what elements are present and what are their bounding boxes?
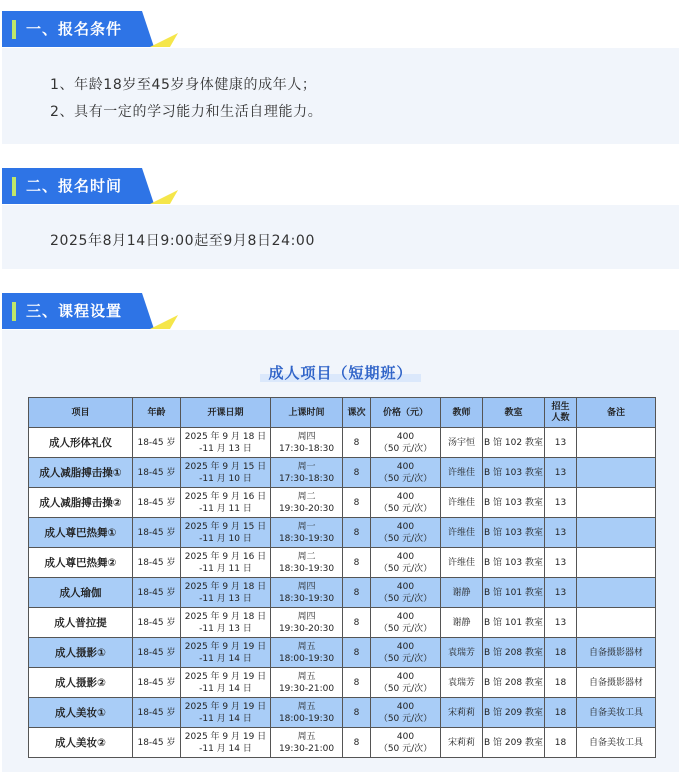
price-cell-text: （50 元/次） [378, 593, 433, 604]
quota-cell [545, 548, 577, 578]
start-date-cell-text: 2025 年 9 月 16 日 [184, 551, 267, 562]
classroom-cell [483, 428, 545, 458]
classroom-cell [483, 728, 545, 758]
class-time-cell [271, 548, 343, 578]
start-date-cell-text: 2025 年 9 月 19 日 [184, 671, 267, 682]
start-date-cell-text: 2025 年 9 月 19 日 [184, 731, 267, 742]
note-cell-text: 自备摄影器材 [588, 677, 643, 688]
quota-cell [545, 488, 577, 518]
age-cell [133, 518, 181, 548]
classroom-cell [483, 458, 545, 488]
price-cell-text: （50 元/次） [378, 563, 433, 574]
note-cell-text: 自备美妆工具 [588, 707, 643, 718]
course-name-cell [29, 458, 133, 488]
class-time-cell-text: 19:30-20:30 [278, 623, 335, 634]
price-cell-text: 400 [396, 491, 415, 502]
price-cell-text: 400 [396, 581, 415, 592]
start-date-cell-text: -11 月 11 日 [199, 563, 252, 574]
price-cell [371, 728, 441, 758]
header-triangle [150, 33, 178, 47]
course-name-cell [29, 548, 133, 578]
class-time-cell-text: 周五 [297, 731, 316, 742]
course-name-cell-text: 成人美妆① [55, 706, 106, 719]
classroom-cell [483, 608, 545, 638]
sessions-cell [343, 698, 371, 728]
start-date-cell [181, 488, 271, 518]
teacher-cell-text: 袁瑞芳 [447, 647, 475, 658]
course-name-cell [29, 638, 133, 668]
course-name-cell-text: 成人摄影① [55, 646, 106, 659]
classroom-cell-text: B 馆 209 教室 [484, 737, 543, 748]
sessions-cell-text: 8 [353, 677, 360, 688]
start-date-cell-text: 2025 年 9 月 18 日 [184, 431, 267, 442]
course-name-cell [29, 608, 133, 638]
table-row [29, 458, 656, 488]
teacher-cell-text: 宋莉莉 [447, 737, 475, 748]
quota-cell [545, 698, 577, 728]
sessions-cell-text: 8 [353, 617, 360, 628]
course-name-cell [29, 488, 133, 518]
teacher-cell [441, 608, 483, 638]
start-date-cell-text: 2025 年 9 月 19 日 [184, 701, 267, 712]
price-cell [371, 608, 441, 638]
teacher-cell-text: 宋莉莉 [447, 707, 475, 718]
class-time-cell-text: 18:30-19:30 [278, 593, 335, 604]
sessions-cell-text: 8 [353, 737, 360, 748]
table-title: 成人项目（短期班） [260, 364, 420, 382]
course-name-cell [29, 698, 133, 728]
class-time-cell-text: 18:30-19:30 [278, 533, 335, 544]
class-time-cell [271, 458, 343, 488]
price-cell-text: 400 [396, 431, 415, 442]
table-row [29, 668, 656, 698]
column-header: 项目 [29, 398, 133, 428]
section-header [2, 293, 178, 329]
sessions-cell [343, 668, 371, 698]
price-cell [371, 518, 441, 548]
start-date-cell [181, 428, 271, 458]
class-time-cell-text: 17:30-18:30 [278, 443, 335, 454]
course-name-cell-text: 成人形体礼仪 [49, 436, 112, 449]
class-time-cell [271, 608, 343, 638]
condition-line: 2、具有一定的学习能力和生活自理能力。 [50, 104, 323, 120]
teacher-cell [441, 638, 483, 668]
classroom-cell-text: B 馆 103 教室 [484, 527, 543, 538]
sessions-cell [343, 428, 371, 458]
classroom-cell-text: B 馆 101 教室 [484, 587, 543, 598]
start-date-cell-text: -11 月 13 日 [199, 443, 252, 454]
start-date-cell-text: -11 月 13 日 [199, 623, 252, 634]
quota-cell [545, 728, 577, 758]
table-row [29, 518, 656, 548]
classroom-cell-text: B 馆 103 教室 [484, 557, 543, 568]
teacher-cell-text: 谢静 [452, 617, 471, 628]
classroom-cell [483, 668, 545, 698]
price-cell [371, 458, 441, 488]
teacher-cell [441, 548, 483, 578]
sessions-cell [343, 518, 371, 548]
price-cell-text: （50 元/次） [378, 443, 433, 454]
classroom-cell [483, 518, 545, 548]
course-name-cell [29, 668, 133, 698]
class-time-cell [271, 488, 343, 518]
class-time-cell-text: 周四 [297, 431, 316, 442]
teacher-cell-text: 许维佳 [447, 527, 475, 538]
teacher-cell-text: 许维佳 [447, 467, 475, 478]
start-date-cell-text: -11 月 14 日 [199, 713, 252, 724]
class-time-cell-text: 周二 [297, 491, 316, 502]
teacher-cell [441, 518, 483, 548]
quota-cell-text: 13 [554, 617, 567, 628]
class-time-cell-text: 18:00-19:30 [278, 653, 335, 664]
note-cell [577, 458, 656, 488]
start-date-cell-text: 2025 年 9 月 19 日 [184, 641, 267, 652]
age-cell [133, 458, 181, 488]
price-cell [371, 578, 441, 608]
price-cell-text: 400 [396, 461, 415, 472]
classroom-cell [483, 578, 545, 608]
classroom-cell-text: B 馆 209 教室 [484, 707, 543, 718]
teacher-cell-text: 许维佳 [447, 557, 475, 568]
teacher-cell [441, 428, 483, 458]
course-name-cell-text: 成人减脂搏击操② [39, 496, 122, 509]
table-body [29, 428, 656, 758]
note-cell [577, 608, 656, 638]
age-cell-text: 18-45 岁 [137, 437, 176, 448]
classroom-cell-text: B 馆 103 教室 [484, 497, 543, 508]
column-header: 教室 [483, 398, 545, 428]
start-date-cell [181, 638, 271, 668]
class-time-cell-text: 周二 [297, 551, 316, 562]
section-header [2, 11, 178, 47]
table-row [29, 698, 656, 728]
class-time-cell-text: 周四 [297, 581, 316, 592]
note-cell [577, 668, 656, 698]
class-time-cell [271, 698, 343, 728]
price-cell [371, 548, 441, 578]
quota-cell-text: 13 [554, 497, 567, 508]
teacher-cell-text: 汤宇恒 [447, 437, 475, 448]
price-cell-text: （50 元/次） [378, 473, 433, 484]
start-date-cell-text: -11 月 10 日 [199, 473, 252, 484]
age-cell-text: 18-45 岁 [137, 677, 176, 688]
quota-cell-text: 13 [554, 527, 567, 538]
column-header: 备注 [577, 398, 656, 428]
price-cell-text: 400 [396, 671, 415, 682]
start-date-cell-text: -11 月 11 日 [199, 503, 252, 514]
classroom-cell-text: B 馆 208 教室 [484, 677, 543, 688]
table-row [29, 638, 656, 668]
note-cell [577, 518, 656, 548]
age-cell [133, 728, 181, 758]
age-cell [133, 698, 181, 728]
table-row [29, 578, 656, 608]
sessions-cell-text: 8 [353, 587, 360, 598]
header-triangle [150, 315, 178, 329]
sessions-cell [343, 548, 371, 578]
teacher-cell [441, 488, 483, 518]
note-cell [577, 578, 656, 608]
start-date-cell-text: 2025 年 9 月 15 日 [184, 461, 267, 472]
class-time-cell [271, 578, 343, 608]
price-cell-text: （50 元/次） [378, 683, 433, 694]
age-cell [133, 548, 181, 578]
class-time-cell-text: 17:30-18:30 [278, 473, 335, 484]
start-date-cell-text: 2025 年 9 月 18 日 [184, 611, 267, 622]
age-cell-text: 18-45 岁 [137, 557, 176, 568]
classroom-cell [483, 638, 545, 668]
sessions-cell-text: 8 [353, 467, 360, 478]
class-time-cell-text: 周一 [297, 461, 316, 472]
price-cell-text: 400 [396, 521, 415, 532]
price-cell-text: 400 [396, 641, 415, 652]
table-row [29, 488, 656, 518]
age-cell-text: 18-45 岁 [137, 587, 176, 598]
note-cell [577, 548, 656, 578]
header-accent-bar [12, 302, 16, 321]
section-title: 二、报名时间 [26, 177, 123, 195]
table-title-wrap [0, 362, 681, 383]
column-header: 开课日期 [181, 398, 271, 428]
age-cell-text: 18-45 岁 [137, 467, 176, 478]
teacher-cell [441, 728, 483, 758]
class-time-cell [271, 428, 343, 458]
note-cell [577, 728, 656, 758]
age-cell-text: 18-45 岁 [137, 647, 176, 658]
start-date-cell-text: 2025 年 9 月 16 日 [184, 491, 267, 502]
teacher-cell [441, 668, 483, 698]
column-header: 上课时间 [271, 398, 343, 428]
quota-cell [545, 518, 577, 548]
quota-cell-text: 18 [554, 647, 567, 658]
start-date-cell-text: 2025 年 9 月 15 日 [184, 521, 267, 532]
class-time-cell [271, 728, 343, 758]
sessions-cell [343, 578, 371, 608]
quota-cell [545, 458, 577, 488]
quota-cell-text: 18 [554, 737, 567, 748]
course-name-cell [29, 578, 133, 608]
note-cell [577, 488, 656, 518]
note-cell-text: 自备摄影器材 [588, 647, 643, 658]
classroom-cell [483, 548, 545, 578]
start-date-cell [181, 668, 271, 698]
age-cell-text: 18-45 岁 [137, 617, 176, 628]
sessions-cell-text: 8 [353, 527, 360, 538]
course-name-cell-text: 成人瑜伽 [59, 586, 102, 599]
price-cell-text: 400 [396, 701, 415, 712]
price-cell [371, 638, 441, 668]
start-date-cell-text: -11 月 13 日 [199, 593, 252, 604]
class-time-cell-text: 周四 [297, 611, 316, 622]
class-time-cell-text: 19:30-21:00 [278, 683, 335, 694]
sessions-cell [343, 728, 371, 758]
classroom-cell [483, 488, 545, 518]
class-time-cell-text: 周五 [297, 671, 316, 682]
age-cell [133, 668, 181, 698]
class-time-cell-text: 18:00-19:30 [278, 713, 335, 724]
table-row [29, 548, 656, 578]
price-cell-text: 400 [396, 731, 415, 742]
note-cell [577, 698, 656, 728]
class-time-cell [271, 668, 343, 698]
class-time-cell-text: 周一 [297, 521, 316, 532]
course-name-cell [29, 728, 133, 758]
table-row [29, 728, 656, 758]
header-accent-bar [12, 20, 16, 39]
quota-cell [545, 428, 577, 458]
age-cell [133, 428, 181, 458]
classroom-cell-text: B 馆 101 教室 [484, 617, 543, 628]
class-time-cell-text: 周五 [297, 701, 316, 712]
age-cell-text: 18-45 岁 [137, 527, 176, 538]
class-time-cell-text: 19:30-20:30 [278, 503, 335, 514]
header-accent-bar [12, 177, 16, 196]
classroom-cell [483, 698, 545, 728]
classroom-cell-text: B 馆 102 教室 [484, 437, 543, 448]
column-header: 教师 [441, 398, 483, 428]
note-cell [577, 638, 656, 668]
start-date-cell-text: -11 月 14 日 [199, 683, 252, 694]
classroom-cell-text: B 馆 103 教室 [484, 467, 543, 478]
quota-cell-text: 13 [554, 587, 567, 598]
age-cell [133, 638, 181, 668]
table-row [29, 608, 656, 638]
class-time-cell-text: 19:30-21:00 [278, 743, 335, 754]
teacher-cell [441, 578, 483, 608]
quota-cell [545, 608, 577, 638]
price-cell-text: （50 元/次） [378, 713, 433, 724]
price-cell-text: 400 [396, 611, 415, 622]
teacher-cell-text: 谢静 [452, 587, 471, 598]
class-time-cell-text: 周五 [297, 641, 316, 652]
quota-cell [545, 668, 577, 698]
classroom-cell-text: B 馆 208 教室 [484, 647, 543, 658]
age-cell-text: 18-45 岁 [137, 707, 176, 718]
condition-line: 1、年龄18岁至45岁身体健康的成年人； [50, 77, 317, 93]
class-time-cell [271, 518, 343, 548]
course-table [28, 397, 656, 758]
start-date-cell [181, 518, 271, 548]
price-cell-text: （50 元/次） [378, 653, 433, 664]
quota-header: 招生人数 [551, 401, 570, 423]
start-date-cell-text: -11 月 10 日 [199, 533, 252, 544]
start-date-cell-text: -11 月 14 日 [199, 653, 252, 664]
class-time-cell [271, 638, 343, 668]
quota-cell-text: 18 [554, 707, 567, 718]
quota-cell-text: 18 [554, 677, 567, 688]
section-title: 一、报名条件 [26, 20, 123, 38]
start-date-cell [181, 728, 271, 758]
price-cell [371, 668, 441, 698]
sessions-cell-text: 8 [353, 557, 360, 568]
teacher-cell [441, 698, 483, 728]
course-name-cell-text: 成人普拉提 [54, 616, 107, 629]
start-date-cell [181, 548, 271, 578]
start-date-cell [181, 608, 271, 638]
price-cell [371, 698, 441, 728]
header-triangle [150, 190, 178, 204]
course-name-cell-text: 成人尊巴热舞② [44, 556, 117, 569]
column-header: 年龄 [133, 398, 181, 428]
quota-cell [545, 578, 577, 608]
price-cell [371, 428, 441, 458]
sessions-cell-text: 8 [353, 437, 360, 448]
start-date-cell-text: 2025 年 9 月 18 日 [184, 581, 267, 592]
start-date-cell [181, 698, 271, 728]
column-header: 课次 [343, 398, 371, 428]
sessions-cell [343, 638, 371, 668]
price-cell-text: （50 元/次） [378, 503, 433, 514]
price-cell-text: （50 元/次） [378, 623, 433, 634]
teacher-cell-text: 许维佳 [447, 497, 475, 508]
sessions-cell-text: 8 [353, 707, 360, 718]
start-date-cell [181, 458, 271, 488]
teacher-cell [441, 458, 483, 488]
quota-cell-text: 13 [554, 467, 567, 478]
age-cell-text: 18-45 岁 [137, 497, 176, 508]
sessions-cell-text: 8 [353, 497, 360, 508]
price-cell-text: 400 [396, 551, 415, 562]
price-cell-text: （50 元/次） [378, 533, 433, 544]
sessions-cell [343, 488, 371, 518]
section-header [2, 168, 178, 204]
sessions-cell-text: 8 [353, 647, 360, 658]
section-panel [2, 205, 679, 269]
age-cell [133, 608, 181, 638]
course-name-cell-text: 成人减脂搏击操① [39, 466, 122, 479]
quota-cell-text: 13 [554, 437, 567, 448]
age-cell [133, 578, 181, 608]
column-header: 价格（元） [371, 398, 441, 428]
table-header-row [29, 398, 656, 428]
section-title: 三、课程设置 [26, 302, 123, 320]
price-cell [371, 488, 441, 518]
note-cell [577, 428, 656, 458]
start-date-cell [181, 578, 271, 608]
class-time-cell-text: 18:30-19:30 [278, 563, 335, 574]
table-row [29, 428, 656, 458]
course-name-cell-text: 成人美妆② [55, 736, 106, 749]
quota-cell-text: 13 [554, 557, 567, 568]
quota-cell [545, 638, 577, 668]
course-name-cell-text: 成人尊巴热舞① [44, 526, 117, 539]
course-name-cell-text: 成人摄影② [55, 676, 106, 689]
teacher-cell-text: 袁瑞芳 [447, 677, 475, 688]
sessions-cell [343, 608, 371, 638]
age-cell [133, 488, 181, 518]
enrollment-time-text: 2025年8月14日9:00起至9月8日24:00 [50, 233, 315, 249]
age-cell-text: 18-45 岁 [137, 737, 176, 748]
sessions-cell [343, 458, 371, 488]
course-name-cell [29, 428, 133, 458]
column-header [545, 398, 577, 428]
course-name-cell [29, 518, 133, 548]
start-date-cell-text: -11 月 14 日 [199, 743, 252, 754]
section-panel [2, 48, 679, 144]
price-cell-text: （50 元/次） [378, 743, 433, 754]
note-cell-text: 自备美妆工具 [588, 737, 643, 748]
